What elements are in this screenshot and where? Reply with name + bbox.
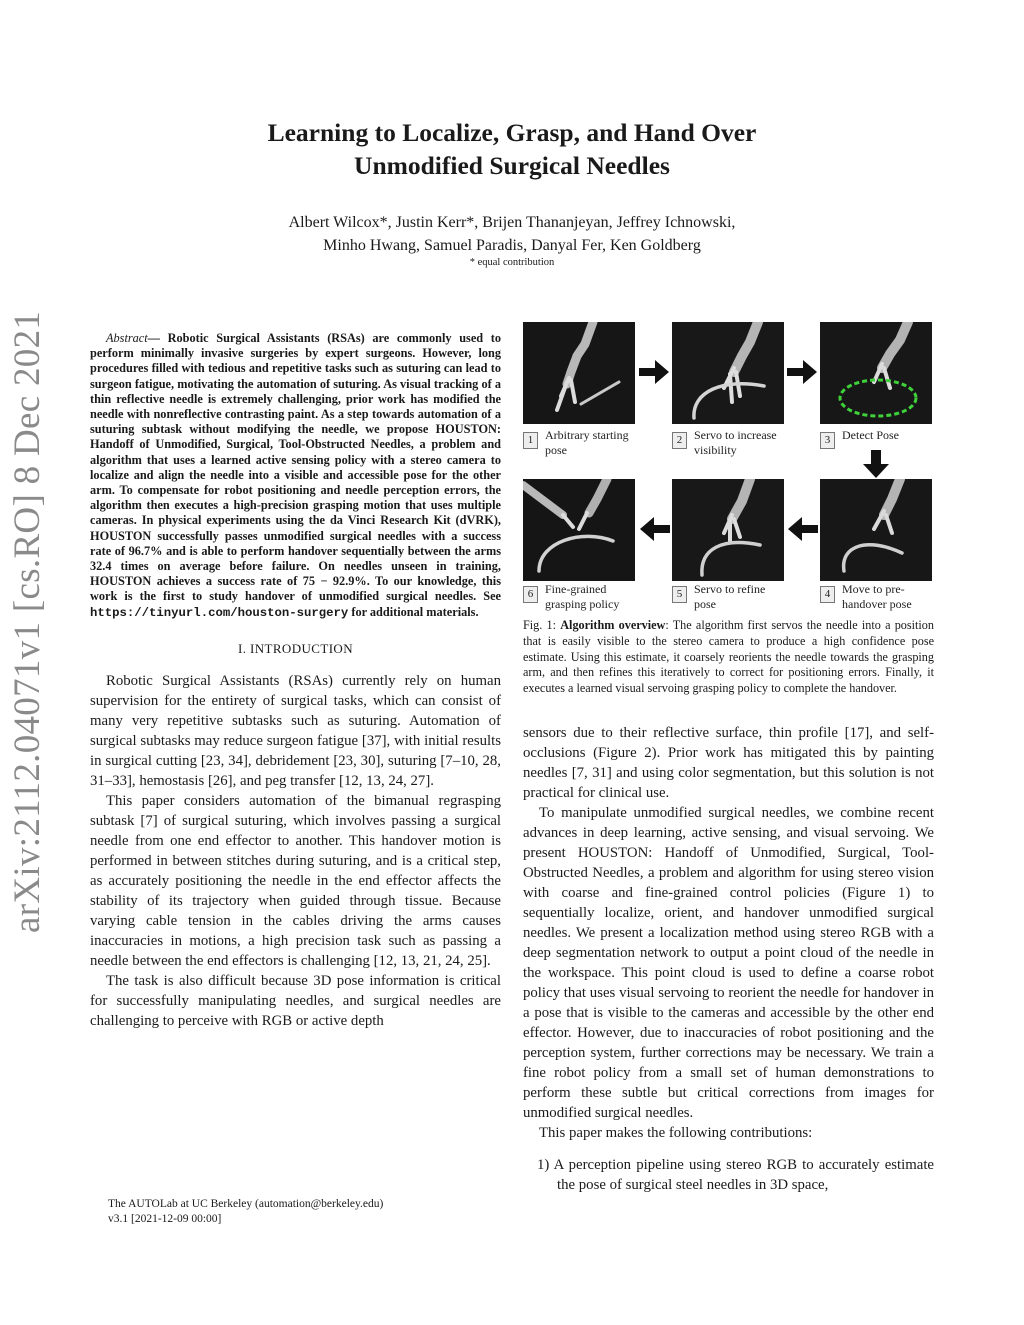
arxiv-identifier: arXiv:2112.04071v1 [cs.RO] 8 Dec 2021 [7, 310, 48, 933]
figure-panel-1 [523, 322, 635, 424]
step-number: 5 [672, 586, 687, 603]
figure-panel-6 [523, 479, 635, 581]
step-text: Servo to refine pose [694, 582, 766, 611]
figure-1 [523, 322, 934, 612]
arrow-right-icon [639, 360, 669, 384]
step-label-6 [523, 582, 663, 614]
right-column [523, 322, 934, 697]
figure-panel-4 [820, 479, 932, 581]
caption-prefix: Fig. 1: [523, 618, 561, 632]
arrow-left-icon [640, 517, 670, 541]
left-column [90, 331, 501, 1031]
figure-panel-5 [672, 479, 784, 581]
project-url[interactable]: https://tinyurl.com/houston-surgery [90, 605, 349, 620]
abstract-lead: Abstract [106, 331, 148, 345]
intro-paragraph-3: The task is also difficult because 3D pose information is critical for successfully manipulating needles, and surgical needles are challenging to perceive with RGB or active depth [90, 972, 501, 1029]
contribution-item-1: 1) A perception pipeline using stereo RGB to accurately estimate the pose of surgical steel needles in 3D space, [537, 1157, 934, 1193]
arrow-down-icon [863, 450, 889, 478]
figure-caption [523, 618, 934, 697]
author-list [150, 211, 874, 257]
step-label-1 [523, 428, 663, 460]
step-number: 2 [672, 432, 687, 449]
footnote-affiliation: The AUTOLab at UC Berkeley (automation@berkeley.edu) [108, 1198, 384, 1210]
abstract [90, 331, 501, 621]
step-number: 4 [820, 586, 835, 603]
right-paragraph-2: To manipulate unmodified surgical needles, we combine recent advances in deep learning, active sensing, and visual servoing. We present HOUSTON: Handoff of Unmodified, Surgical, Tool-Obstructed Needles, a problem and algorithm for using stereo vision with coarse and fine-grained control policies (Figure 1) to sequentially localize, orient, and handover unmodified surgical needles. We present a localization method using stereo RGB with a deep segmentation network to output a point cloud of the needle in the workspace. This point cloud is used to define a coarse robot policy that uses visual servoing to reorient the needle for handover in a pose that is visible to the cameras and accessible by the other end effector. However, due to inaccuracies of robot positioning and the perception system, further corrections may be necessary. We train a fine robot policy from a small set of human demonstrations to perform these subtle but critical corrections from images for unmodified surgical needles. [523, 805, 934, 1121]
abstract-text: — Robotic Surgical Assistants (RSAs) are commonly used to perform minimally invasive surgeries by expert surgeons. However, long procedures filled with tedious and repetitive tasks such as suturing can lead to surgeon fatigue, motivating the automation of suturing. As visual tracking of a thin reflective needle is extremely challenging, prior work has modified the needle with nonreflective contrasting paint. As a step towards automation of a suturing subtask without modifying the needle, we propose HOUSTON: Handoff of Unmodified, Surgical, Tool-Obstructed Needles, a problem and algorithm that uses a learned active sensing policy with a stereo camera to localize and align the needle into a visible and accessible pose for the other arm. To compensate for robot positioning and needle perception errors, the algorithm then executes a high-precision grasping motion that uses multiple cameras. In physical experiments using the da Vinci Research Kit (dVRK), HOUSTON successfully passes unmodified surgical needles with a success rate of 96.7% and is able to perform handover sequentially between the arms 32.4 times on average before failure. On needles unseen in training, HOUSTON achieves a success rate of 75 − 92.9%. To our knowledge, this work is the first to study handover of unmodified surgical needles. See [90, 331, 501, 604]
step-label-5 [672, 582, 812, 614]
arrow-left-icon [788, 517, 818, 541]
section-heading-introduction: I. INTRODUCTION [237, 640, 354, 656]
step-label-4 [820, 582, 934, 614]
intro-paragraph-1: Robotic Surgical Assistants (RSAs) currently rely on human supervision for the entirety of surgical tasks, which can consist of many very repetitive subtasks such as suturing. Automation of surgical subtasks may reduce surgeon fatigue [37], with initial results in surgical cutting [23, 34], debridement [23, 30], suturing [7–10, 28, 31–33], hemostasis [26], and peg transfer [12, 13, 24, 27]. [90, 672, 501, 789]
title-line-2: Unmodified Surgical Needles [354, 151, 670, 180]
equal-contribution-note: * equal contribution [469, 257, 555, 268]
step-text: Servo to increase visibility [694, 428, 777, 457]
caption-text: : The algorithm first servos the needle into a position that is easily visible to the stereo camera to produce a high confidence pose estimate. Using this estimate, it coarsely reorients the needle towards the grasping arm, and then refines this iteratively to correct for positioning errors. Finally, it executes a learned visual servoing grasping policy to complete the handover. [523, 618, 934, 696]
right-paragraph-3: This paper makes the following contributions: [539, 1125, 813, 1141]
abstract-tail: for additional materials. [348, 604, 479, 619]
caption-bold: Algorithm overview [560, 618, 666, 632]
right-paragraph-1: sensors due to their reflective surface, thin profile [17], and self-occlusions (Figure 2). Prior work has mitigated this by painting needles [7, 31] and using color segmentation, but this solution is not practical for clinical use. [523, 725, 934, 801]
step-text: Fine-grained grasping policy [545, 582, 620, 611]
step-text: Detect Pose [842, 428, 899, 442]
paper-title [150, 116, 874, 182]
step-text: Move to pre-handover pose [842, 582, 912, 611]
step-number: 6 [523, 586, 538, 603]
arrow-right-icon [787, 360, 817, 384]
right-column-text [523, 723, 934, 1195]
figure-panel-3 [820, 322, 932, 424]
authors-line-2: Minho Hwang, Samuel Paradis, Danyal Fer, Ken Goldberg [323, 237, 701, 254]
step-number: 1 [523, 432, 538, 449]
step-number: 3 [820, 432, 835, 449]
authors-line-1: Albert Wilcox*, Justin Kerr*, Brijen Thananjeyan, Jeffrey Ichnowski, [288, 214, 736, 231]
step-text: Arbitrary starting pose [545, 428, 629, 457]
intro-paragraph-2: This paper considers automation of the bimanual regrasping subtask [7] of surgical suturing, which involves passing a surgical needle from one end effector to another. This handover motion is performed in between stitches during suturing, and is a critical step, as accurately positioning the needle in the end effector affects the stability of its trajectory when guided through tissue. Because varying cable tension in the cables driving the arms causes inaccuracies in motions, a high precision task such as passing a needle between the end effectors is challenging [12, 13, 21, 24, 25]. [90, 792, 501, 969]
step-label-2 [672, 428, 812, 460]
footnote-version: v3.1 [2021-12-09 00:00] [108, 1213, 222, 1225]
figure-panel-2 [672, 322, 784, 424]
title-line-1: Learning to Localize, Grasp, and Hand Over [267, 118, 757, 147]
footnote [108, 1197, 383, 1227]
